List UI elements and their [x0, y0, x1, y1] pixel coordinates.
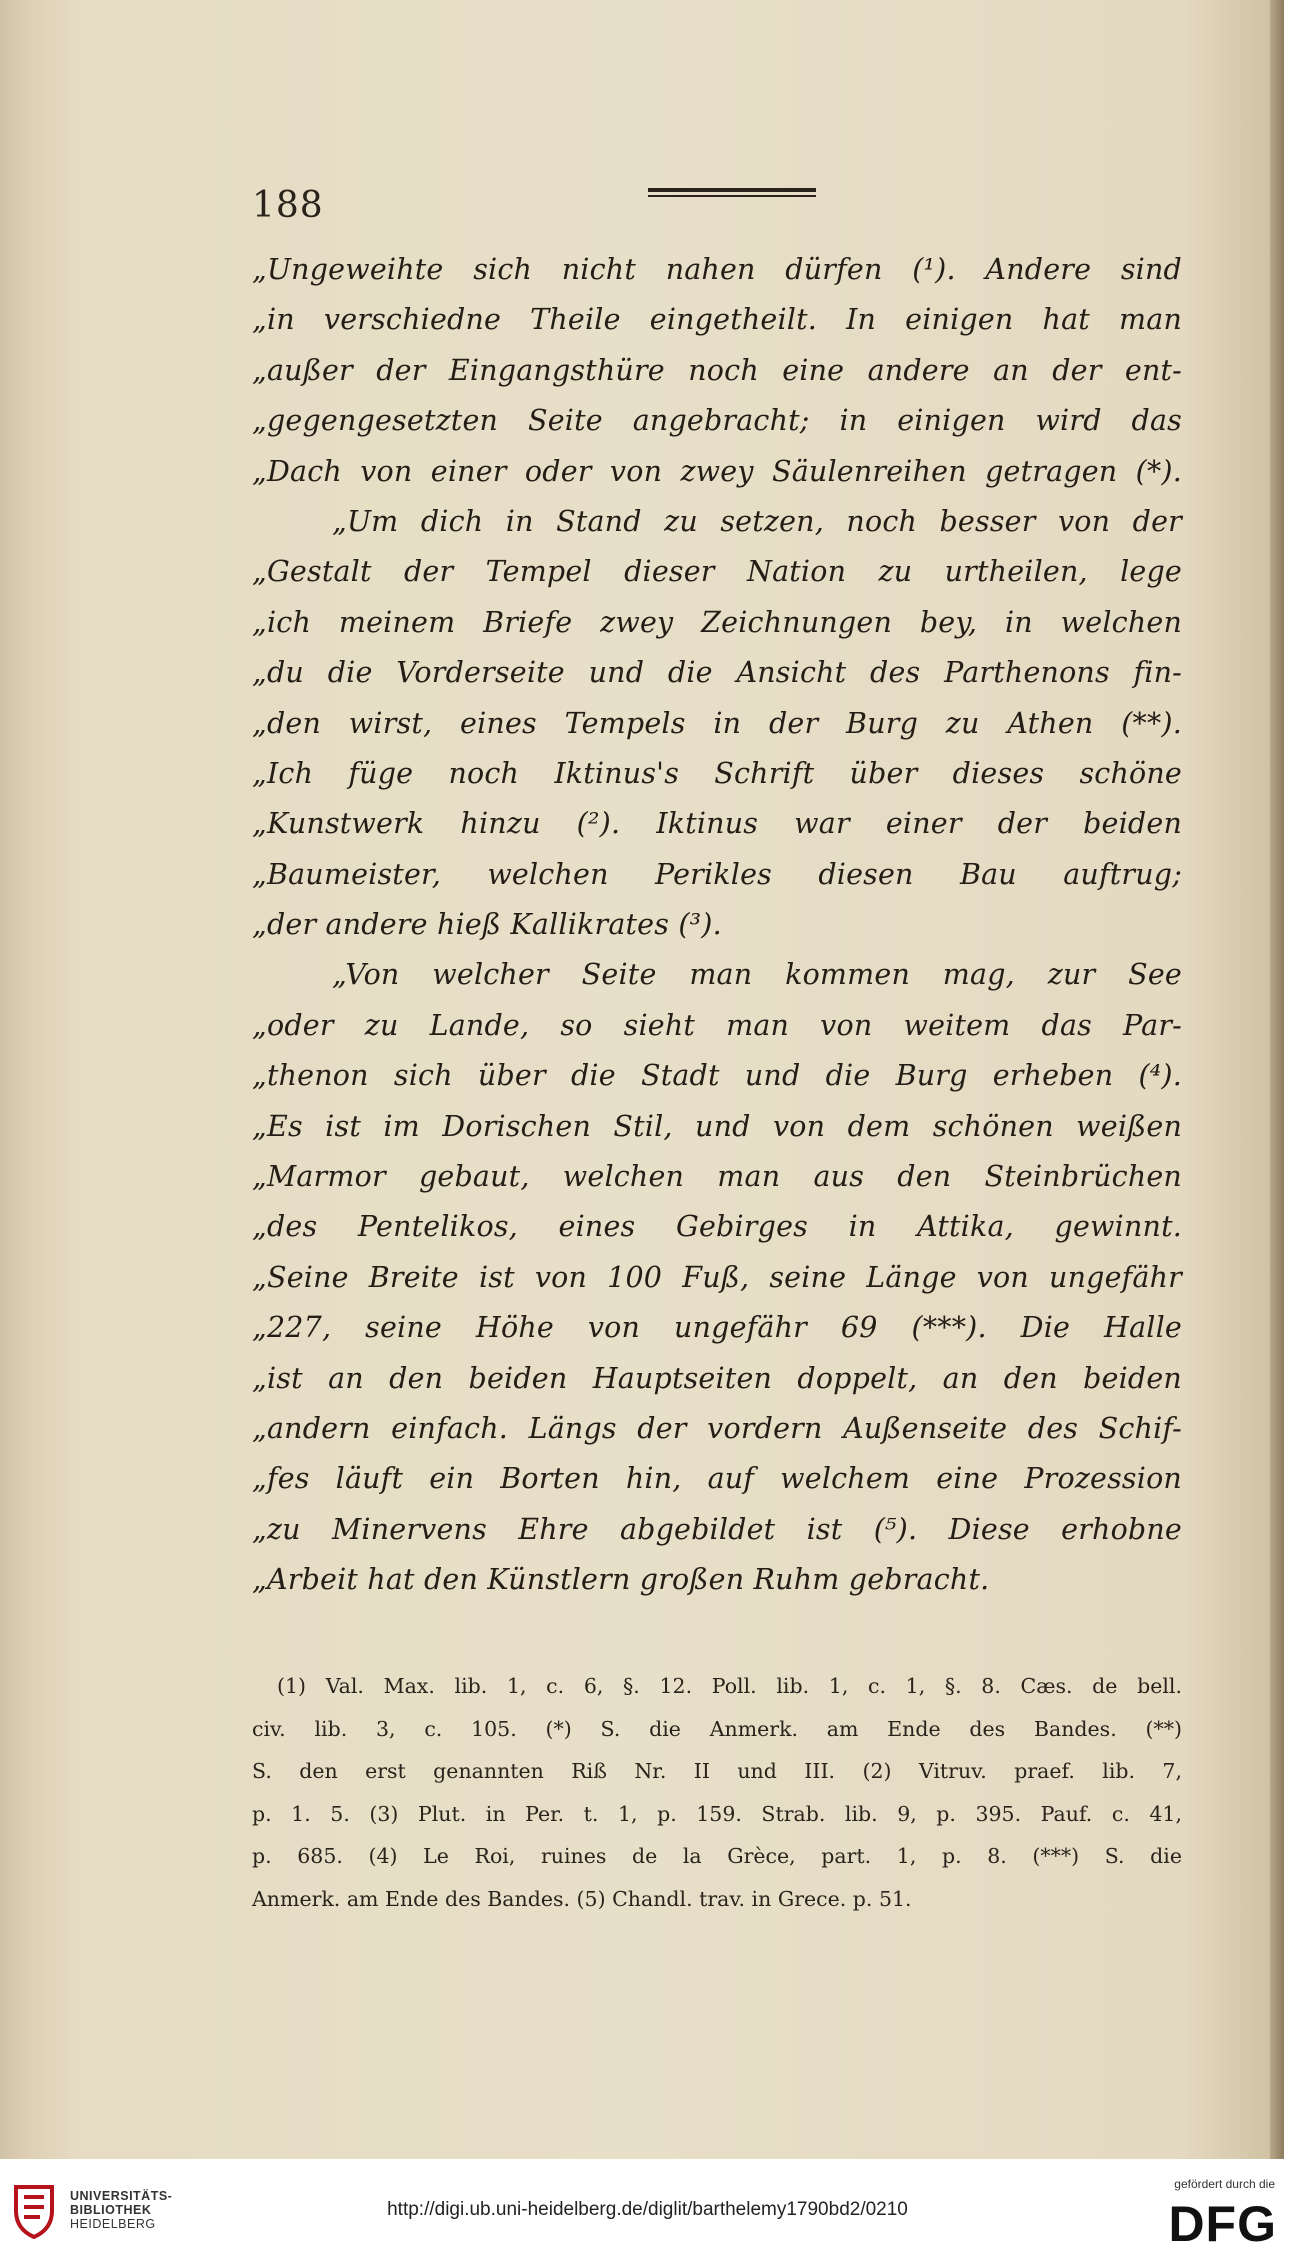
dfg-logo: DFG: [1168, 2196, 1277, 2252]
body-line: „Ungeweihte sich nicht nahen dürfen (¹). Andere sind: [252, 253, 1182, 286]
viewer-footer: [0, 2159, 1295, 2259]
body-line: „der andere hieß Kallikrates (³).: [252, 908, 722, 942]
footnote-line: Anmerk. am Ende des Bandes. (5) Chandl. trav. in Grece. p. 51.: [252, 1886, 912, 1911]
page-edge: [1270, 0, 1284, 2159]
body-line: „ich meinem Briefe zwey Zeichnungen bey, in welchen: [252, 605, 1182, 639]
footnote-line: p. 685. (4) Le Roi, ruines de la Grèce, part. 1, p. 8. (***) S. die: [252, 1844, 1182, 1868]
body-line: „Es ist im Dorischen Stil, und von dem schönen weißen: [252, 1109, 1182, 1143]
body-line: „Seine Breite ist von 100 Fuß, seine Länge von ungefähr: [252, 1260, 1182, 1294]
body-line: „oder zu Lande, so sieht man von weitem das Par-: [252, 1008, 1182, 1042]
library-name-line: UNIVERSITÄTS-: [70, 2189, 173, 2203]
body-line: „Marmor gebaut, welchen man aus den Steinbrüchen: [252, 1160, 1182, 1194]
body-line: „außer der Eingangsthüre noch eine andere an der ent-: [252, 353, 1182, 387]
body-line: „Von welcher Seite man kommen mag, zur See: [332, 958, 1182, 992]
body-line: „227, seine Höhe von ungefähr 69 (***). Die Halle: [252, 1311, 1182, 1345]
body-line: „Ich füge noch Iktinus's Schrift über dieses schöne: [252, 756, 1182, 790]
footnote-line: civ. lib. 3, c. 105. (*) S. die Anmerk. am Ende des Bandes. (**): [252, 1716, 1182, 1741]
footnotes: [252, 1665, 1182, 1920]
body-line: „in verschiedne Theile eingetheilt. In einigen hat man: [252, 303, 1182, 337]
body-line: „gegengesetzten Seite angebracht; in einigen wird das: [252, 404, 1182, 438]
footnote-line: (1) Val. Max. lib. 1, c. 6, §. 12. Poll. lib. 1, c. 1, §. 8. Cæs. de bell.: [277, 1674, 1182, 1698]
body-line: „du die Vorderseite und die Ansicht des Parthenons fin-: [252, 656, 1182, 690]
body-line: „des Pentelikos, eines Gebirges in Attika, gewinnt.: [252, 1210, 1182, 1244]
body-line: „Dach von einer oder von zwey Säulenreihen getragen (*).: [252, 454, 1182, 488]
library-name-line: BIBLIOTHEK: [70, 2203, 152, 2217]
body-line: „den wirst, eines Tempels in der Burg zu Athen (**).: [252, 706, 1182, 740]
body-line: „Kunstwerk hinzu (²). Iktinus war einer der beiden: [252, 807, 1182, 841]
permalink-url[interactable]: http://digi.ub.uni-heidelberg.de/diglit/barthelemy1790bd2/0210: [387, 2199, 908, 2220]
body-line: „zu Minervens Ehre abgebildet ist (⁵). Diese erhobne: [252, 1512, 1182, 1546]
funder-caption: gefördert durch die: [1174, 2177, 1275, 2191]
footnote-line: S. den erst genannten Riß Nr. II und III. (2) Vitruv. praef. lib. 7,: [252, 1759, 1182, 1783]
footnote-line: p. 1. 5. (3) Plut. in Per. t. 1, p. 159. Strab. lib. 9, p. 395. Pauf. c. 41,: [252, 1801, 1182, 1826]
page-number: 188: [252, 185, 324, 226]
body-line: „Gestalt der Tempel dieser Nation zu urtheilen, lege: [252, 555, 1182, 589]
body-text: [252, 245, 1182, 1606]
body-line: „Baumeister, welchen Perikles diesen Bau auftrug;: [252, 857, 1182, 891]
body-line: „andern einfach. Längs der vordern Außenseite des Schif-: [252, 1411, 1182, 1445]
body-line: „Um dich in Stand zu setzen, noch besser von der: [332, 504, 1182, 538]
body-line: „ist an den beiden Hauptseiten doppelt, an den beiden: [252, 1361, 1182, 1395]
body-line: „thenon sich über die Stadt und die Burg erheben (⁴).: [252, 1059, 1182, 1093]
header-rule: [648, 188, 816, 197]
body-line: „fes läuft ein Borten hin, auf welchem eine Prozession: [252, 1462, 1182, 1496]
body-line: „Arbeit hat den Künstlern großen Ruhm gebracht.: [252, 1563, 990, 1597]
library-name-line: HEIDELBERG: [70, 2217, 156, 2231]
